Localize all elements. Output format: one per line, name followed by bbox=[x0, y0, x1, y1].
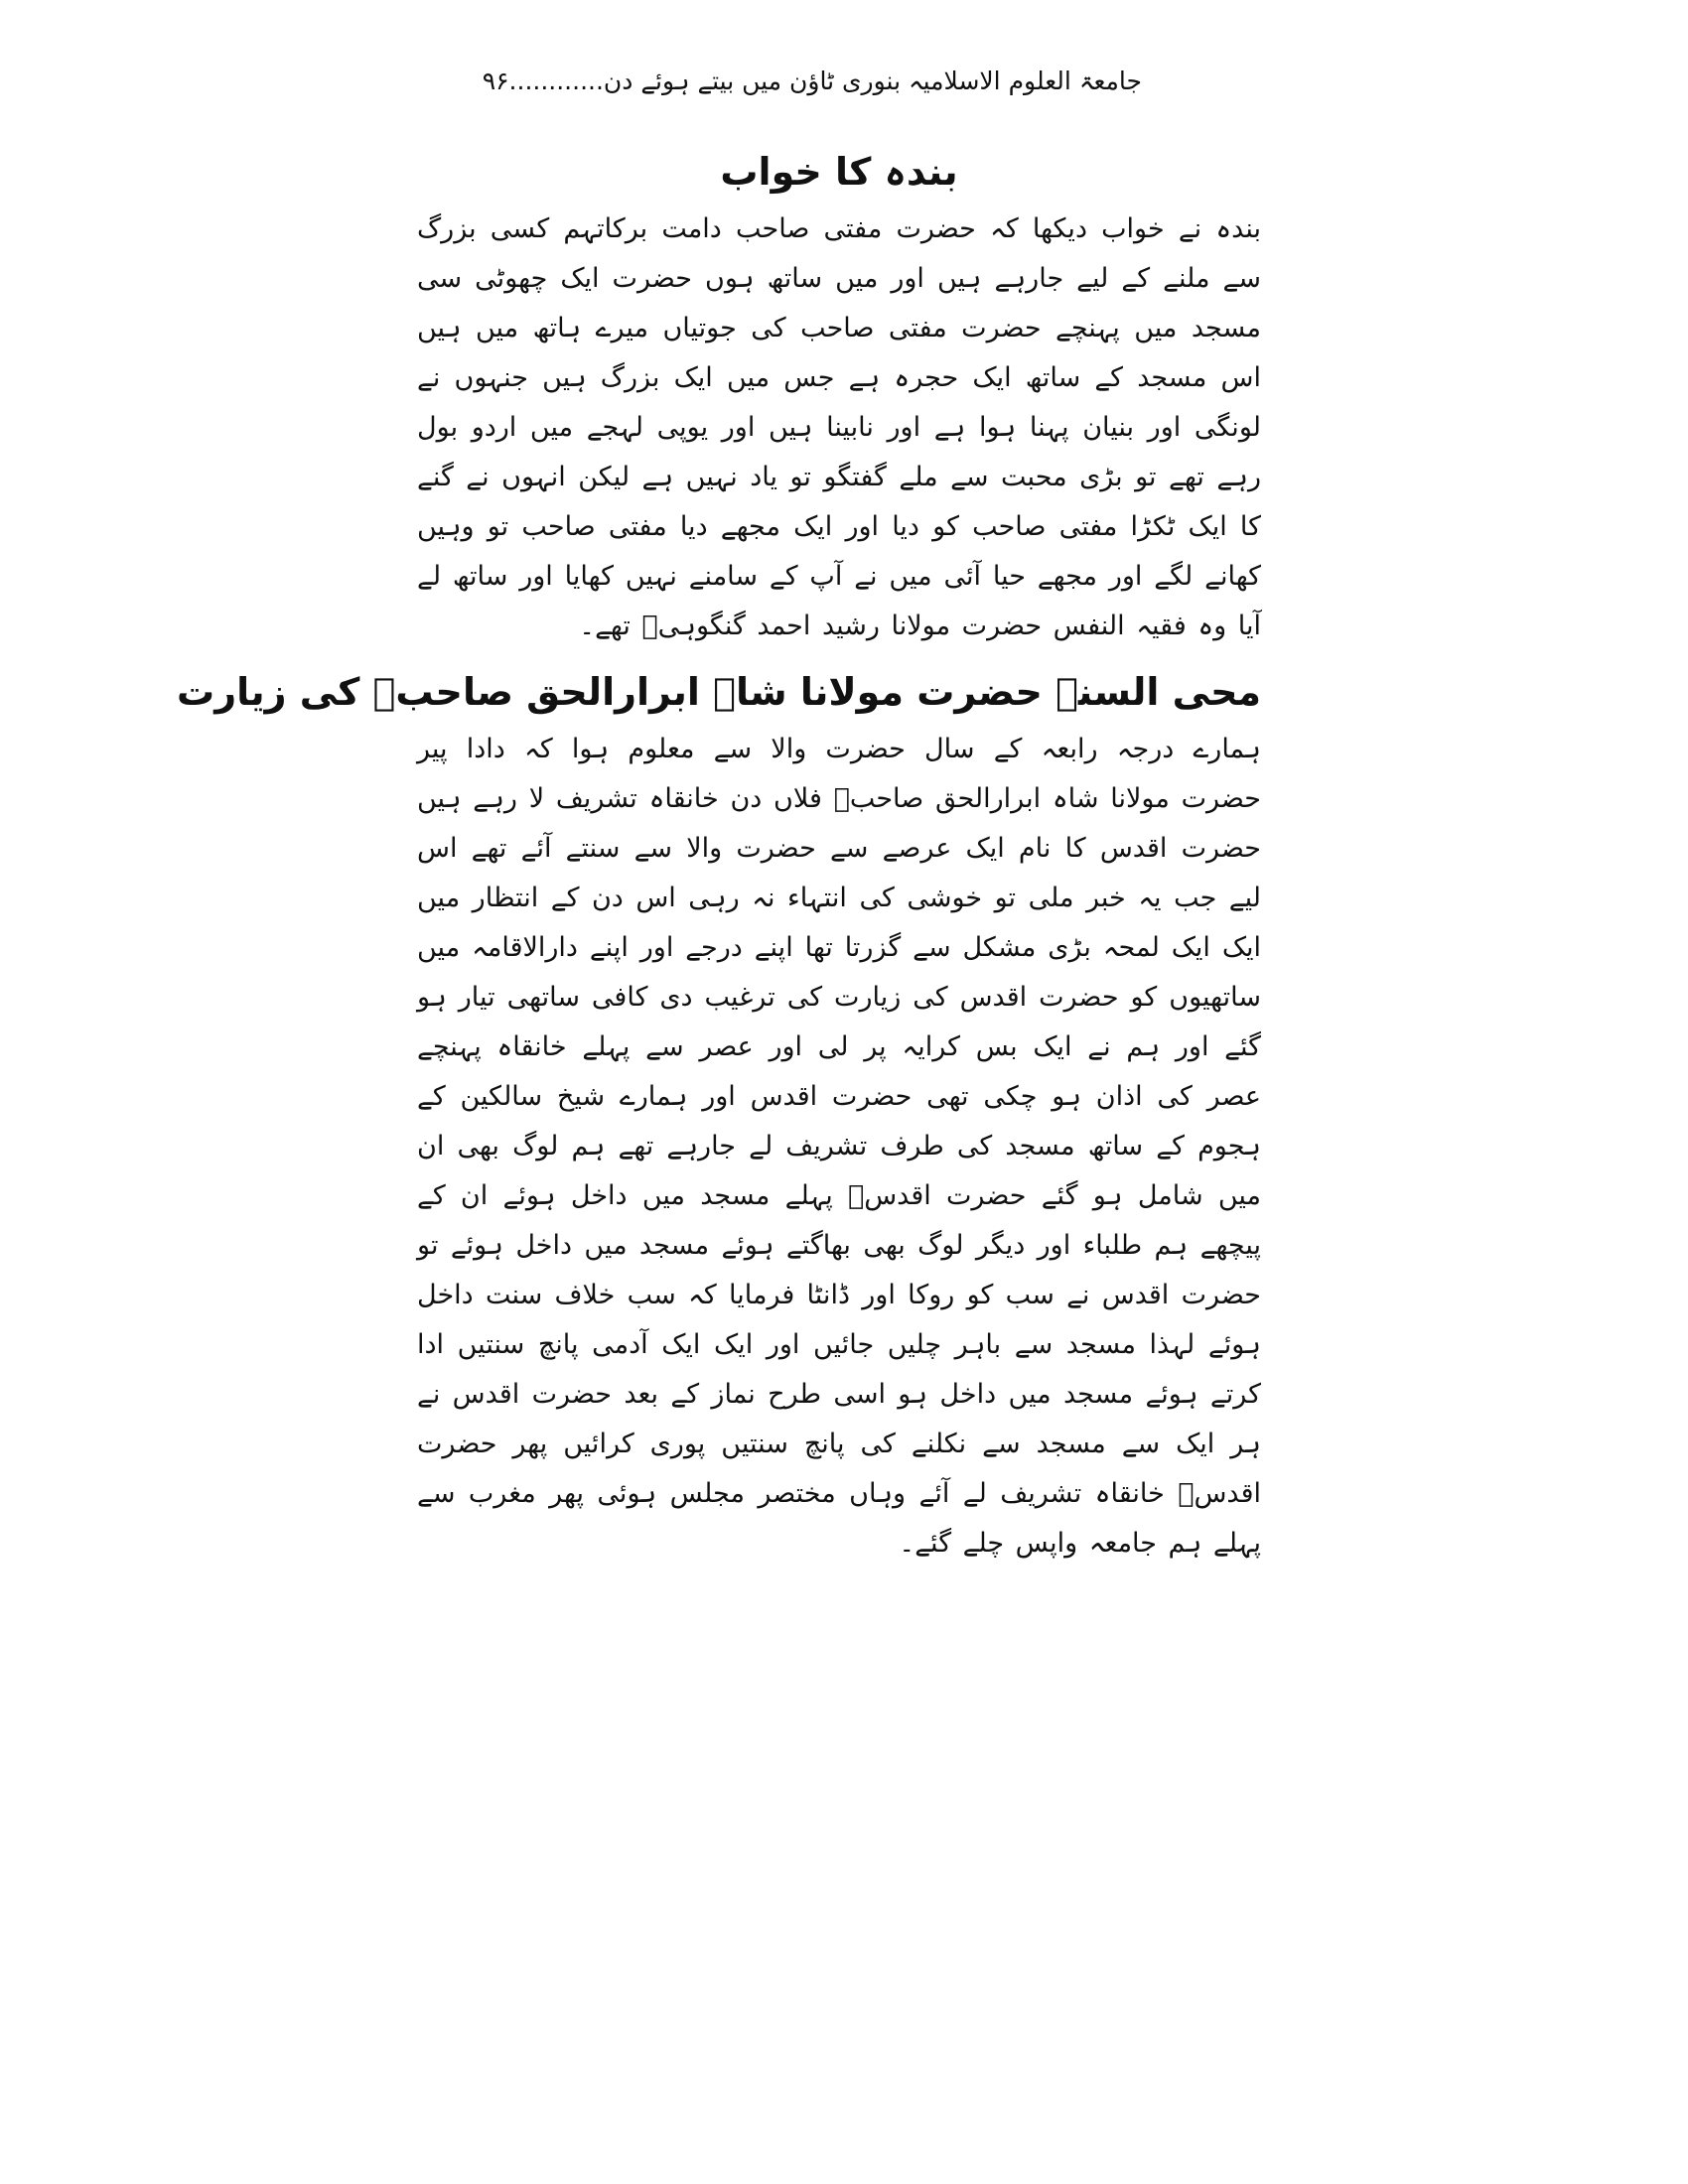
section-title-dream: بندہ کا خواب bbox=[720, 150, 958, 194]
paragraph-dream: بندہ نے خواب دیکھا کہ حضرت مفتی صاحب دامت برکاتہم کسی بزرگ سے ملنے کے لیے جارہے ہیں اور میں ساتھ ہوں حضرت ایک چھوٹی سی مسجد میں پہنچے حضرت مفتی صاحب کی جوتیاں میرے ہاتھ میں ہیں اس مسجد کے ساتھ ایک حجرہ ہے جس میں ایک بزرگ ہیں جنہوں نے لونگی اور بنیان پہنا ہوا ہے اور نابینا ہیں اور یوپی لہجے میں اردو بول رہے تھے تو بڑی محبت سے ملے گفتگو تو یاد نہیں ہے لیکن انہوں نے گنے کا ایک ٹکڑا مفتی صاحب کو دیا اور ایک مجھے دیا مفتی صاحب تو وہیں کھانے لگے اور مجھے حیا آئی میں نے آپ کے سامنے نہیں کھایا اور ساتھ لے آیا وہ فقیہ النفس حضرت مولانا رشید احمد گنگوہیؒ تھے۔ bbox=[417, 213, 1261, 641]
paragraph-ziyarat: ہمارے درجہ رابعہ کے سال حضرت والا سے معلوم ہوا کہ دادا پیر حضرت مولانا شاہ ابرارالحق صاحبؒ فلاں دن خانقاہ تشریف لا رہے ہیں حضرت اقدس کا نام ایک عرصے سے حضرت والا سے سنتے آئے تھے اس لیے جب یہ خبر ملی تو خوشی کی انتہاء نہ رہی اس دن کے انتظار میں ایک ایک لمحہ بڑی مشکل سے گزرتا تھا اپنے درجے اور اپنے دارالاقامہ میں ساتھیوں کو حضرت اقدس کی زیارت کی ترغیب دی کافی ساتھی تیار ہو گئے اور ہم نے ایک بس کرایہ پر لی اور عصر سے پہلے خانقاہ پہنچے عصر کی اذان ہو چکی تھی حضرت اقدس اور ہمارے شیخ سالکین کے ہجوم کے ساتھ مسجد کی طرف تشریف لے جارہے تھے ہم لوگ بھی ان میں شامل ہو گئے حضرت اقدسؒ پہلے مسجد میں داخل ہوئے ان کے پیچھے ہم طلباء اور دیگر لوگ بھی بھاگتے ہوئے مسجد میں داخل ہوئے تو حضرت اقدس نے سب کو روکا اور ڈانٹا فرمایا کہ سب خلاف سنت داخل ہوئے لہذا مسجد سے باہر چلیں جائیں اور ایک ایک آدمی پانچ سنتیں ادا کرتے ہوئے مسجد میں داخل ہو اسی طرح نماز کے بعد حضرت اقدس نے ہر ایک سے مسجد سے نکلنے کی پانچ سنتیں پوری کرائیں پھر حضرت اقدسؒ خانقاہ تشریف لے آئے وہاں مختصر مجلس ہوئی پھر مغرب سے پہلے ہم جامعہ واپس چلے گئے۔ bbox=[417, 734, 1261, 1559]
running-header: جامعۃ العلوم الاسلامیہ بنوری ٹاؤن میں بیتے ہوئے دن............۹۶ bbox=[482, 67, 1142, 95]
section-title-ziyarat: محی السنہ حضرت مولانا شاہ ابرارالحق صاحبؒ کی زیارت bbox=[177, 670, 1261, 714]
page-content bbox=[177, 139, 1261, 1628]
